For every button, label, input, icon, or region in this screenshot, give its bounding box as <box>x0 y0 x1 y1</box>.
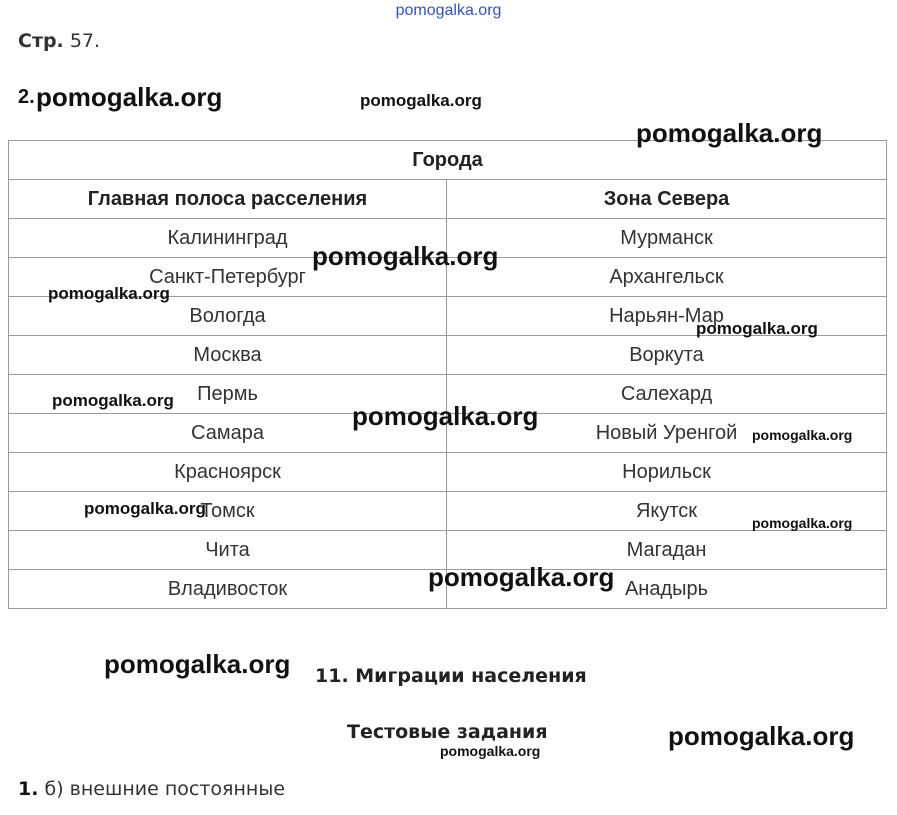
cities-table <box>8 140 887 609</box>
table-cell: Чита <box>9 531 447 570</box>
watermark: pomogalka.org <box>84 499 206 518</box>
answer-number: 1. <box>18 778 39 800</box>
watermark: pomogalka.org <box>752 515 853 531</box>
table-cell: Архангельск <box>447 258 887 297</box>
subsection-title: Тестовые задания <box>347 721 548 743</box>
table-cell: Санкт-Петербург <box>9 258 447 297</box>
watermark: pomogalka.org <box>752 427 853 443</box>
table-cell: Воркута <box>447 336 887 375</box>
table-cell: Мурманск <box>447 219 887 258</box>
watermark: pomogalka.org <box>428 562 615 592</box>
watermark: pomogalka.org <box>636 118 823 148</box>
table-cell: Магадан <box>447 531 887 570</box>
watermark: pomogalka.org <box>312 241 499 271</box>
table-cell: Пермь <box>9 375 447 414</box>
table-cell: Москва <box>9 336 447 375</box>
table-cell: Салехард <box>447 375 887 414</box>
table-cell: Норильск <box>447 453 887 492</box>
table-cell: Красноярск <box>9 453 447 492</box>
page-label-prefix: Стр. <box>18 30 64 52</box>
table-cell: Нарьян-Мар <box>447 297 887 336</box>
watermark: pomogalka.org <box>104 649 291 679</box>
table-cell: Анадырь <box>447 570 887 609</box>
table-cell: Якутск <box>447 492 887 531</box>
task-number: 2. <box>18 86 35 108</box>
table-cell: Владивосток <box>9 570 447 609</box>
table-row <box>9 453 887 492</box>
watermark: pomogalka.org <box>440 743 541 759</box>
watermark: pomogalka.org <box>352 401 539 431</box>
section-title: 11. Миграции населения <box>315 665 587 687</box>
table-cell: Калининград <box>9 219 447 258</box>
page-label <box>18 30 100 52</box>
watermark: pomogalka.org <box>696 319 818 338</box>
watermark: pomogalka.org <box>360 91 482 110</box>
table-cell: Самара <box>9 414 447 453</box>
watermark: pomogalka.org <box>36 82 223 112</box>
answer-text: б) внешние постоянные <box>44 778 286 800</box>
answer-line <box>18 778 285 800</box>
watermark: pomogalka.org <box>48 284 170 303</box>
table-cell: Томск <box>9 492 447 531</box>
page-number: 57. <box>69 30 101 52</box>
column-header-north-zone: Зона Севера <box>447 180 887 219</box>
table-cell: Вологда <box>9 297 447 336</box>
watermark: pomogalka.org <box>52 391 174 410</box>
watermark-top: pomogalka.org <box>395 2 502 19</box>
table-title: Города <box>9 141 887 180</box>
watermark: pomogalka.org <box>668 721 855 751</box>
table-row <box>9 336 887 375</box>
table-cell: Новый Уренгой <box>447 414 887 453</box>
column-header-main-belt: Главная полоса расселения <box>9 180 447 219</box>
